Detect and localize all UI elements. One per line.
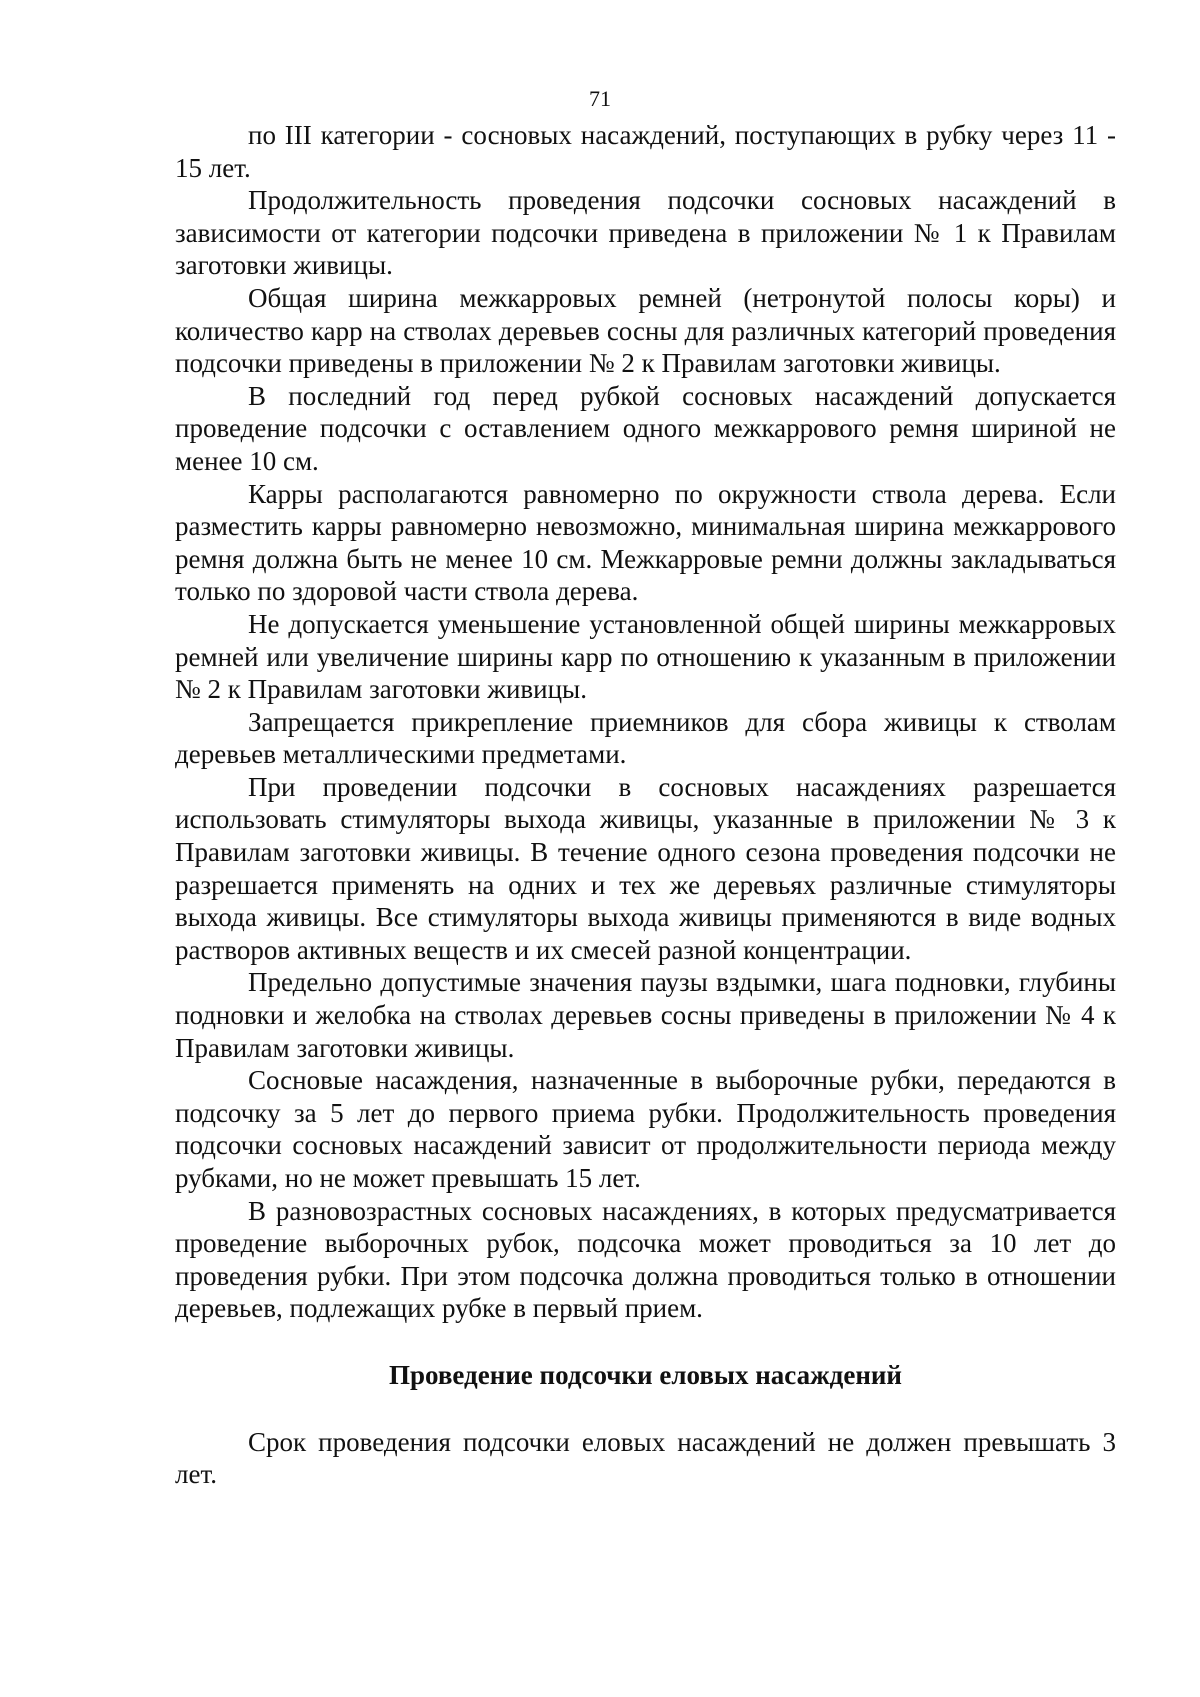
page-number: 71: [589, 86, 611, 111]
paragraph: Запрещается прикрепление приемников для сбора живицы к стволам деревьев металлическими предметами.: [175, 706, 1116, 770]
paragraph: Карры располагаются равномерно по окружности ствола дерева. Если разместить карры равномерно невозможно, минимальная ширина межкаррового ремня должна быть не менее 10 см. Межкарровые ремни должны закладываться только по здоровой части ствола дерева.: [175, 478, 1116, 607]
paragraph: Общая ширина межкарровых ремней (нетронутой полосы коры) и количество карр на стволах деревьев сосны для различных категорий проведения подсочки приведены в приложении № 2 к Правилам заготовки живицы.: [175, 282, 1116, 379]
paragraph: Продолжительность проведения подсочки сосновых насаждений в зависимости от категории подсочки приведена в приложении № 1 к Правилам заготовки живицы.: [175, 185, 1116, 281]
section-heading: Проведение подсочки еловых насаждений: [389, 1359, 902, 1390]
paragraph: Предельно допустимые значения паузы вздымки, шага подновки, глубины подновки и желобка на стволах деревьев сосны приведены в приложении № 4 к Правилам заготовки живицы.: [175, 967, 1116, 1063]
paragraph: В разновозрастных сосновых насаждениях, в которых предусматривается проведение выборочных рубок, подсочка может проводиться за 10 лет до проведения рубки. При этом подсочка должна проводиться только в отношении деревьев, подлежащих рубке в первый прием.: [175, 1195, 1116, 1324]
paragraph: Срок проведения подсочки еловых насаждений не должен превышать 3 лет.: [175, 1426, 1116, 1490]
document-body: [175, 119, 1116, 1491]
paragraph: При проведении подсочки в сосновых насаждениях разрешается использовать стимуляторы выхода живицы, указанные в приложении № 3 к Правилам заготовки живицы. В течение одного сезона проведения подсочки не разрешается применять на одних и тех же деревьях различные стимуляторы выхода живицы. Все стимуляторы выхода живицы применяются в виде водных растворов активных веществ и их смесей разной концентрации.: [175, 771, 1116, 965]
paragraph-continuation: [175, 119, 1116, 184]
paragraph: В последний год перед рубкой сосновых насаждений допускается проведение подсочки с оставлением одного межкаррового ремня шириной не менее 10 см.: [175, 380, 1116, 476]
paragraph: Сосновые насаждения, назначенные в выборочные рубки, передаются в подсочку за 5 лет до первого приема рубки. Продолжительность проведения подсочки сосновых насаждений зависит от продолжительности периода между рубками, но не может превышать 15 лет.: [175, 1065, 1116, 1193]
paragraph: Не допускается уменьшение установленной общей ширины межкарровых ремней или увеличение ширины карр по отношению к указанным в приложении № 2 к Правилам заготовки живицы.: [175, 608, 1116, 705]
paragraph-text: по III категории - сосновых насаждений, поступающих в рубку через 11 - 15 лет.: [175, 120, 1116, 183]
